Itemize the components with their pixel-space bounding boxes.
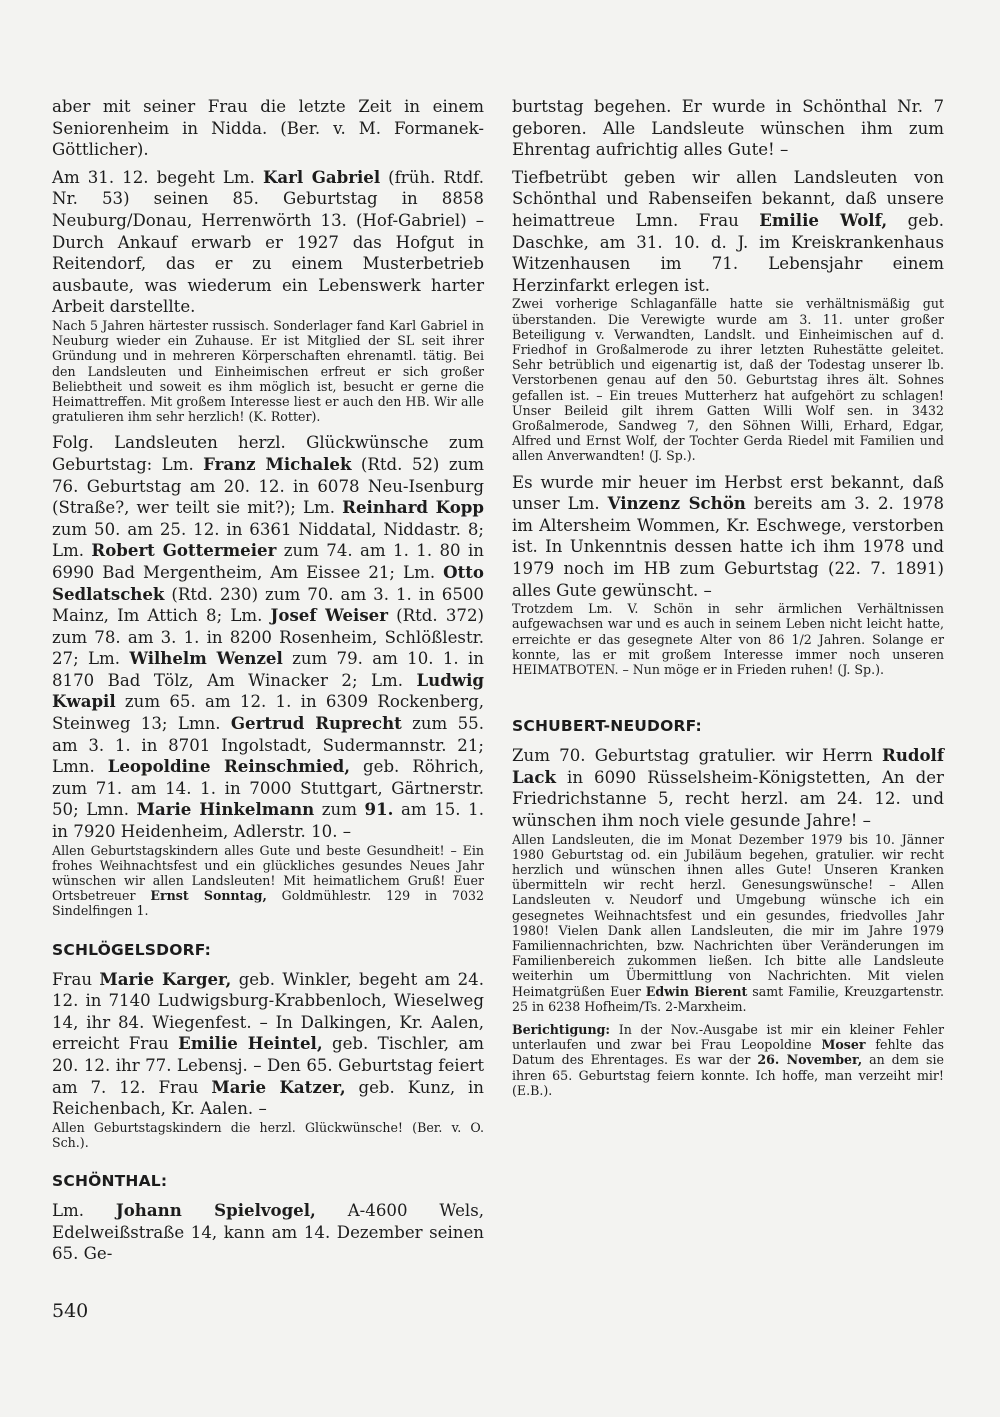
section-heading-schubert-neudorf: SCHUBERT-NEUDORF: [512, 717, 702, 736]
paragraph-rudolf-lack: Zum 70. Geburtstag gratulier. wir Herrn Rudolf Lack in 6090 Rüsselsheim-Königstetten, An der Friedrichstanne 5, recht herzl. am 24. 12. und wünschen ihm noch viele gesunde Jahre! – [512, 745, 944, 830]
right-column [512, 96, 944, 1106]
paragraph: Frau Marie Karger, geb. Winkler, begeht am 24. 12. in 7140 Ludwigsburg-Krabbenloch, Wieselweg 14, ihr 84. Wiegenfest. – In Dalkingen, Kr. Aalen, erreicht Frau Emilie Heintel, geb. Tischler, am 20. 12. ihr 77. Lebensj. – Den 65. Geburtstag feiert am 7. 12. Frau Marie Katzer, geb. Kunz, in Reichenbach, Kr. Aalen. – [52, 968, 484, 1119]
left-column [52, 96, 484, 1271]
section-heading-schloegelsdorf: SCHLÖGELSDORF: [52, 940, 212, 959]
paragraph-emilie-wolf: Tiefbetrübt geben wir allen Landsleuten von Schönthal und Rabenseifen bekannt, daß unsere heimattreue Lmn. Frau Emilie Wolf, geb. Daschke, am 31. 10. d. J. im Kreiskrankenhaus Witzenhausen im 71. Lebensjahr einem Herzinfarkt erlegen ist. [512, 167, 945, 295]
paragraph-vinzenz-schoen: Es wurde mir heuer im Herbst erst bekannt, daß unser Lm. Vinzenz Schön bereits am 3. 2. 1978 im Altersheim Wommen, Kr. Eschwege, verstorben ist. In Unkenntnis dessen hatte ich ihm 1978 und 1979 noch im HB zum Geburtstag (22. 7. 1891) alles Gute gewünscht. – [512, 472, 944, 600]
paragraph-birthday-list: Folg. Landsleuten herzl. Glückwünsche zum Geburtstag: Lm. Franz Michalek (Rtd. 52) zum 76. Geburtstag am 20. 12. in 6078 Neu-Isenburg (Straße?, wer teilt sie mit?); Lm. Reinhard Kopp zum 50. am 25. 12. in 6361 Niddatal, Niddastr. 8; Lm. Robert Gottermeier zum 74. am 1. 1. 80 in 6990 Bad Mergentheim, Am Eissee 21; Lm. Otto Sedlatschek (Rtd. 230) zum 70. am 3. 1. in 6500 Mainz, Im Attich 8; Lm. Josef Weiser (Rtd. 372) zum 78. am 3. 1. in 8200 Rosenheim, Schlößlestr. 27; Lm. Wilhelm Wenzel zum 79. am 10. 1. in 8170 Bad Tölz, Am Winacker 2; Lm. Ludwig Kwapil zum 65. am 12. 1. in 6309 Rockenberg, Steinweg 13; Lmn. Gertrud Ruprecht zum 55. am 3. 1. in 8701 Ingolstadt, Sudermannstr. 21; Lmn. Leopoldine Reinschmied, geb. Röhrich, zum 71. am 14. 1. in 7000 Stuttgart, Gärtnerstr. 50; Lmn. Marie Hinkelmann zum 91. am 15. 1. in 7920 Heidenheim, Adlerstr. 10. – [52, 433, 484, 842]
paragraph-small: Trotzdem Lm. V. Schön in sehr ärmlichen Verhältnissen aufgewachsen war und es auch in seinem Leben nicht leicht hatte, erreichte er das gesegnete Alter von 86 1/2 Jahren. Solange er konnte, las er mit großem Interesse immer noch unseren HEIMATBOTEN. – Nun möge er in Frieden ruhen! (J. Sp.). [512, 601, 944, 677]
paragraph-small: Zwei vorherige Schlaganfälle hatte sie verhältnismäßig gut überstanden. Die Verewigte wurde am 3. 11. unter großer Beteiligung v. Verwandten, Landslt. und Einheimischen auf d. Friedhof in Großalmerode zu ihrer letzten Ruhestätte geleitet. Sehr betrüblich und eigenartig ist, daß der Todestag unserer lb. Verstorbenen genau auf den 50. Geburtstag ihres ält. Sohnes gefallen ist. – Ein treues Mutterherz hat aufgehört zu schlagen! Unser Beileid gilt ihrem Gatten Willi Wolf sen. in 3432 Großalmerode, Sandweg 7, den Söhnen Willi, Erhard, Edgar, Alfred und Ernst Wolf, der Tochter Gerda Riedel mit Familien und allen Anverwandten! (J. Sp.). [512, 296, 944, 464]
paragraph-karl-gabriel: Am 31. 12. begeht Lm. Karl Gabriel (früh. Rtdf. Nr. 53) seinen 85. Geburtstag in 8858 Neuburg/Donau, Herrenwörth 13. (Hof-Gabriel) – Durch Ankauf erwarb er 1927 das Hofgut in Reitendorf, das er zu einem Musterbetrieb ausbaute, was wiederum ein Lebenswerk harter Arbeit darstellte. [52, 166, 485, 317]
section-heading-schoenthal: SCHÖNTHAL: [52, 1172, 168, 1191]
paragraph-small: Allen Geburtstagskindern alles Gute und beste Gesundheit! – Ein frohes Weihnachtsfest und ein glückliches gesundes Neues Jahr wünschen wir allen Landsleuten! Mit heimatlichem Gruß! Euer Ortsbetreuer Ernst Sonntag, Goldmühlestr. 129 in 7032 Sindelfingen 1. [52, 842, 484, 919]
page-number: 540 [52, 1300, 89, 1322]
paragraph-berichtigung: Berichtigung: In der Nov.-Ausgabe ist mir ein kleiner Fehler unterlaufen und zwar bei Frau Leopoldine Moser fehlte das Datum des Ehrentages. Es war der 26. November, an dem sie ihren 65. Geburtstag feiern konnte. Ich hoffe, man verzeiht mir! (E.B.). [512, 1021, 944, 1098]
paragraph: aber mit seiner Frau die letzte Zeit in einem Seniorenheim in Nidda. (Ber. v. M. Formanek-Göttlicher). [52, 97, 484, 160]
paragraph-small: Allen Geburtstagskindern die herzl. Glückwünsche! (Ber. v. O. Sch.). [52, 1119, 484, 1151]
paragraph-small: Allen Landsleuten, die im Monat Dezember 1979 bis 10. Jänner 1980 Geburtstag od. ein Jubiläum begehen, gratulier. wir recht herzlich und wünschen ihnen alles Gute! Unseren Kranken übermitteln wir recht herzl. Genesungswünsche! – Allen Landsleuten v. Neudorf und Umgebung wünsche ich ein gesegnetes Weihnachtsfest und ein gesundes, friedvolles Jahr 1980! Vielen Dank allen Landsleuten, die mir im Jahre 1979 Familiennachrichten, bzw. Nachrichten über Veränderungen im Familienbereich zukommen ließen. Ich bitte alle Landsleute weiterhin um Übermittlung von Nachrichten. Mit vielen Heimatgrüßen Euer Edwin Bierent samt Familie, Kreuzgartenstr. 25 in 6238 Hofheim/Ts. 2-Marxheim. [512, 831, 944, 1014]
paragraph: Lm. Johann Spielvogel, A-4600 Wels, Edelweißstraße 14, kann am 14. Dezember seinen 65. Ge- [52, 1200, 484, 1264]
paragraph-small: Nach 5 Jahren härtester russisch. Sonderlager fand Karl Gabriel in Neuburg wieder ein Zuhause. Er ist Mitglied der SL seit ihrer Gründung und in mehreren Körperschaften ehrenamtl. tätig. Bei den Landsleuten und Einheimischen erfreut er sich großer Beliebtheit und soweit es ihm möglich ist, besucht er gerne die Heimattreffen. Mit großem Interesse liest er auch den HB. Wir alle gratulieren ihm sehr herzlich! (K. Rotter). [52, 317, 484, 425]
paragraph: burtstag begehen. Er wurde in Schönthal Nr. 7 geboren. Alle Landsleute wünschen ihm zum Ehrentag aufrichtig alles Gute! – [512, 97, 944, 160]
